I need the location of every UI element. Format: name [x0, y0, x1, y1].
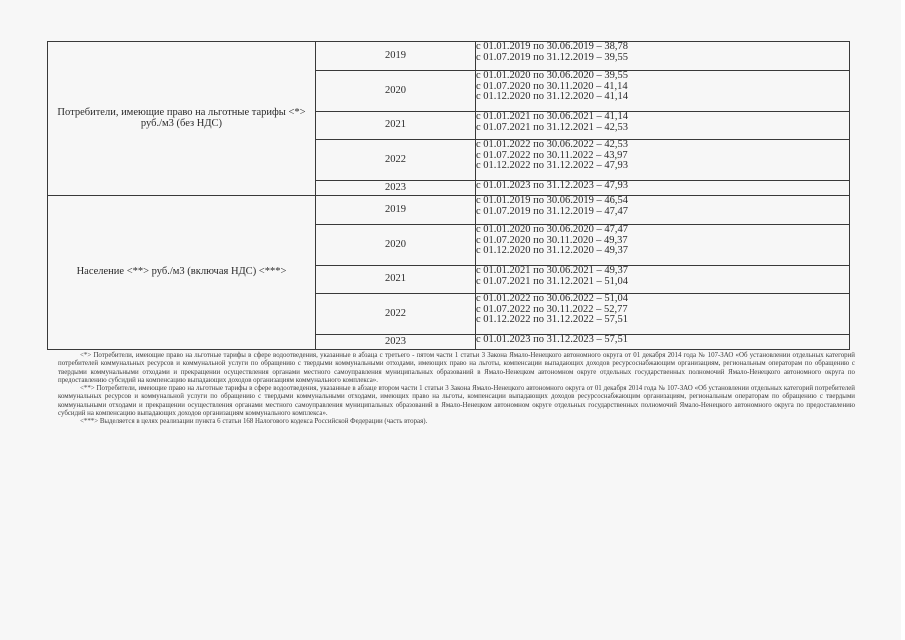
period-line: с 01.07.2022 по 30.11.2022 – 43,97 [476, 149, 628, 161]
period-line: с 01.07.2020 по 30.11.2020 – 49,37 [476, 234, 628, 246]
year-cell: 2021 [316, 266, 476, 294]
period-line: с 01.01.2023 по 31.12.2023 – 57,51 [476, 334, 629, 345]
page-edge [901, 0, 905, 640]
footnote: <*> Потребители, имеющие право на льготные тарифы в сфере водоотведения, указанные в абзаца с третьего - пятом части 1 статьи 3 Закона Ямало-Ненецкого автономного округа от 01 декабря 2014 года № 107-ЗАО «Об установлении отдельных категорий потребителей коммунальных ресурсов и коммунальной услуги по обращению с твердыми коммунальными отходами, имеющих право на льготы, компенсации выпадающих доходов ресурсоснабжающим организациям, региональным операторам по обращению с твердыми коммунальными отходами и прекращении осуществления органами местного самоуправления муниципальных образований в Ямало-Ненецком автономном округе отдельных государственных полномочий Ямало-Ненецкого автономного округа по предоставлению субсидий на компенсацию выпадающих доходов организациям коммунального комплекса». [58, 352, 855, 384]
period-line: с 01.01.2020 по 30.06.2020 – 39,55 [476, 70, 629, 81]
period-line: с 01.12.2022 по 31.12.2022 – 47,93 [476, 160, 629, 172]
consumer-group-label: Потребители, имеющие право на льготные тарифы <*> руб./м3 (без НДС) [48, 42, 316, 196]
period-line: с 01.01.2022 по 30.06.2022 – 42,53 [476, 139, 629, 150]
period-cell [476, 42, 850, 71]
period-cell [476, 140, 850, 181]
period-cell [476, 71, 850, 112]
period-line: с 01.07.2022 по 30.11.2022 – 52,77 [476, 303, 628, 315]
period-line: с 01.01.2019 по 30.06.2019 – 46,54 [476, 195, 629, 206]
tariff-table [47, 41, 850, 350]
footnote: <***> Выделяется в целях реализации пункта 6 статьи 168 Налогового кодекса Российской Федерации (часть вторая). [80, 418, 428, 426]
period-line: с 01.07.2019 по 31.12.2019 – 39,55 [476, 51, 629, 63]
period-cell [476, 266, 850, 294]
footnote: <**> Потребители, имеющие право на льготные тарифы в сфере водоотведения, указанные в абзаце втором части 1 статьи 3 Закона Ямало-Ненецкого автономного округа от 01 декабря 2014 года № 107-ЗАО «Об установлении отдельных категорий потребителей коммунальных ресурсов и коммунальной услуги по обращению с твердыми коммунальными отходами, имеющих право на льготы, компенсации выпадающих доходов ресурсоснабжающим организациям, региональным операторам по обращению с твердыми коммунальными отходами и прекращении осуществления органами местного самоуправления муниципальных образований в Ямало-Ненецком автономном округе отдельных государственных полномочий Ямало-Ненецкого автономного округа по предоставлению субсидий на компенсацию выпадающих доходов организациям коммунального комплекса». [58, 385, 855, 418]
year-cell: 2023 [316, 335, 476, 350]
period-cell [476, 225, 850, 266]
period-line: с 01.01.2022 по 30.06.2022 – 51,04 [476, 293, 629, 304]
period-cell [476, 181, 850, 196]
period-line: с 01.12.2020 по 31.12.2020 – 49,37 [476, 245, 629, 257]
footnotes [58, 352, 855, 427]
table-row [48, 196, 850, 225]
year-cell: 2021 [316, 112, 476, 140]
period-line: с 01.07.2021 по 31.12.2021 – 51,04 [476, 275, 629, 287]
period-line: с 01.12.2022 по 31.12.2022 – 57,51 [476, 314, 629, 326]
period-line: с 01.01.2019 по 30.06.2019 – 38,78 [476, 41, 629, 52]
year-cell: 2019 [316, 196, 476, 225]
period-line: с 01.01.2023 по 31.12.2023 – 47,93 [476, 180, 629, 191]
period-line: с 01.12.2020 по 31.12.2020 – 41,14 [476, 91, 629, 103]
year-cell: 2019 [316, 42, 476, 71]
table-row [48, 42, 850, 71]
period-line: с 01.07.2020 по 30.11.2020 – 41,14 [476, 80, 628, 92]
period-line: с 01.01.2021 по 30.06.2021 – 49,37 [476, 265, 629, 276]
period-cell [476, 196, 850, 225]
period-cell [476, 335, 850, 350]
consumer-group-label: Население <**> руб./м3 (включая НДС) <***> [48, 196, 316, 350]
period-cell [476, 294, 850, 335]
period-line: с 01.01.2021 по 30.06.2021 – 41,14 [476, 111, 629, 122]
year-cell: 2023 [316, 181, 476, 196]
period-cell [476, 112, 850, 140]
year-cell: 2020 [316, 71, 476, 112]
year-cell: 2020 [316, 225, 476, 266]
period-line: с 01.07.2021 по 31.12.2021 – 42,53 [476, 121, 629, 133]
period-line: с 01.01.2020 по 30.06.2020 – 47,47 [476, 224, 629, 235]
period-line: с 01.07.2019 по 31.12.2019 – 47,47 [476, 205, 629, 217]
year-cell: 2022 [316, 140, 476, 181]
year-cell: 2022 [316, 294, 476, 335]
